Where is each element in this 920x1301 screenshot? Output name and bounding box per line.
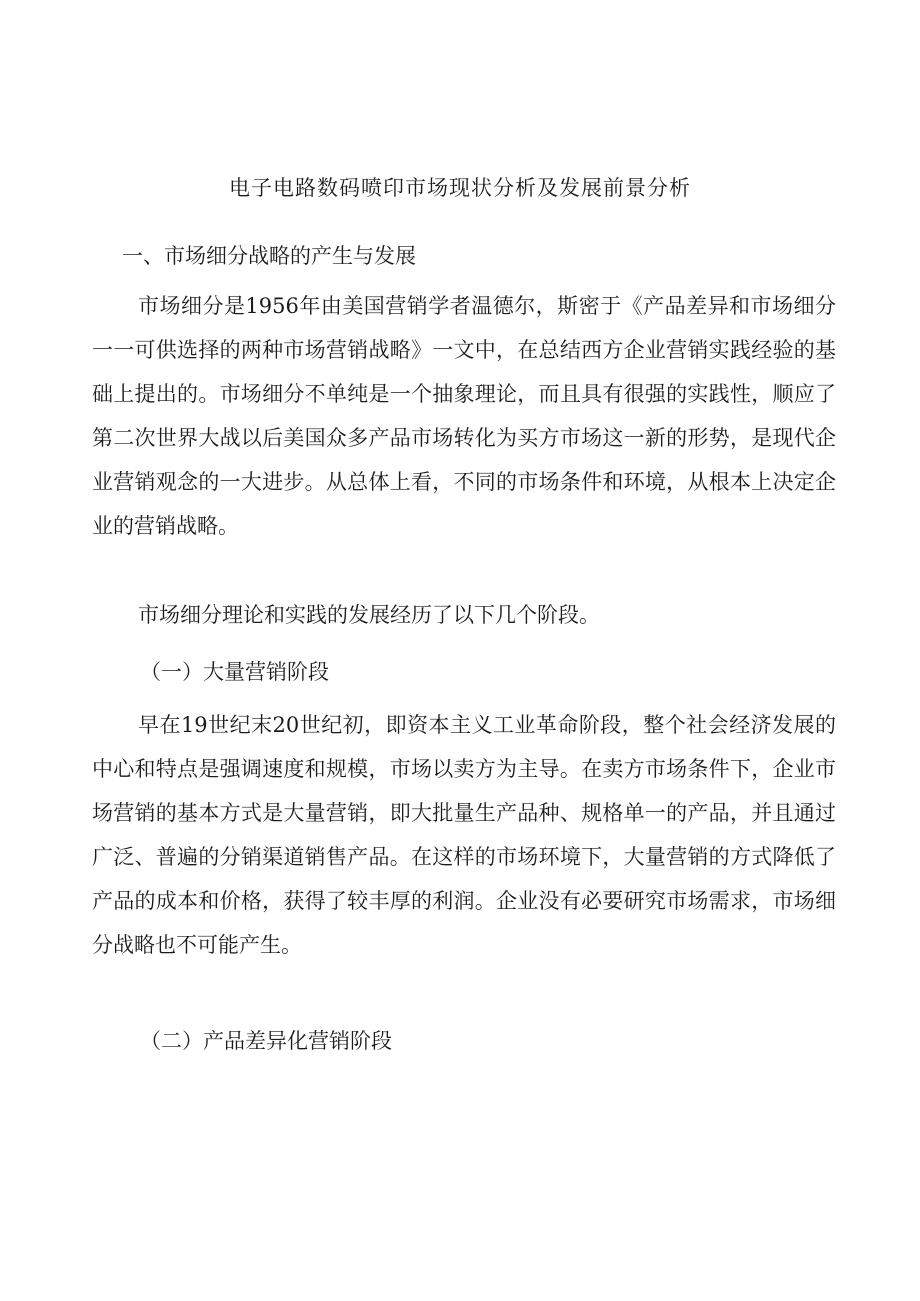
body-paragraph: 市场细分理论和实践的发展经历了以下几个阶段。: [138, 603, 600, 627]
section-heading: 一、市场细分战略的产生与发展: [122, 244, 416, 268]
body-paragraph: 市场细分是1956年由美国营销学者温德尔，斯密于《产品差异和市场细分一一可供选择的两种市场营销战略》一文中，在总结西方企业营销实践经验的基础上提出的。市场细分不单纯是一个抽象理论，而且具有很强的实践性，顺应了第二次世界大战以后美国众多产品市场转化为买方市场这一新的形势，是现代企业营销观念的一大进步。从总体上看，不同的市场条件和环境，从根本上决定企业的营销战略。: [92, 294, 836, 538]
subsection-heading: （二）产品差异化营销阶段: [140, 1029, 392, 1053]
body-paragraph: 早在19世纪末20世纪初，即资本主义工业革命阶段，整个社会经济发展的中心和特点是强调速度和规模，市场以卖方为主导。在卖方市场条件下，企业市场营销的基本方式是大量营销，即大批量生产品种、规格单一的产品，并且通过广泛、普遍的分销渠道销售产品。在这样的市场环境下，大量营销的方式降低了产品的成本和价格，获得了较丰厚的利润。企业没有必要研究市场需求，市场细分战略也不可能产生。: [92, 713, 836, 957]
subsection-heading: （一）大量营销阶段: [140, 660, 329, 684]
page-title: 电子电路数码喷印市场现状分析及发展前景分析: [229, 176, 691, 200]
